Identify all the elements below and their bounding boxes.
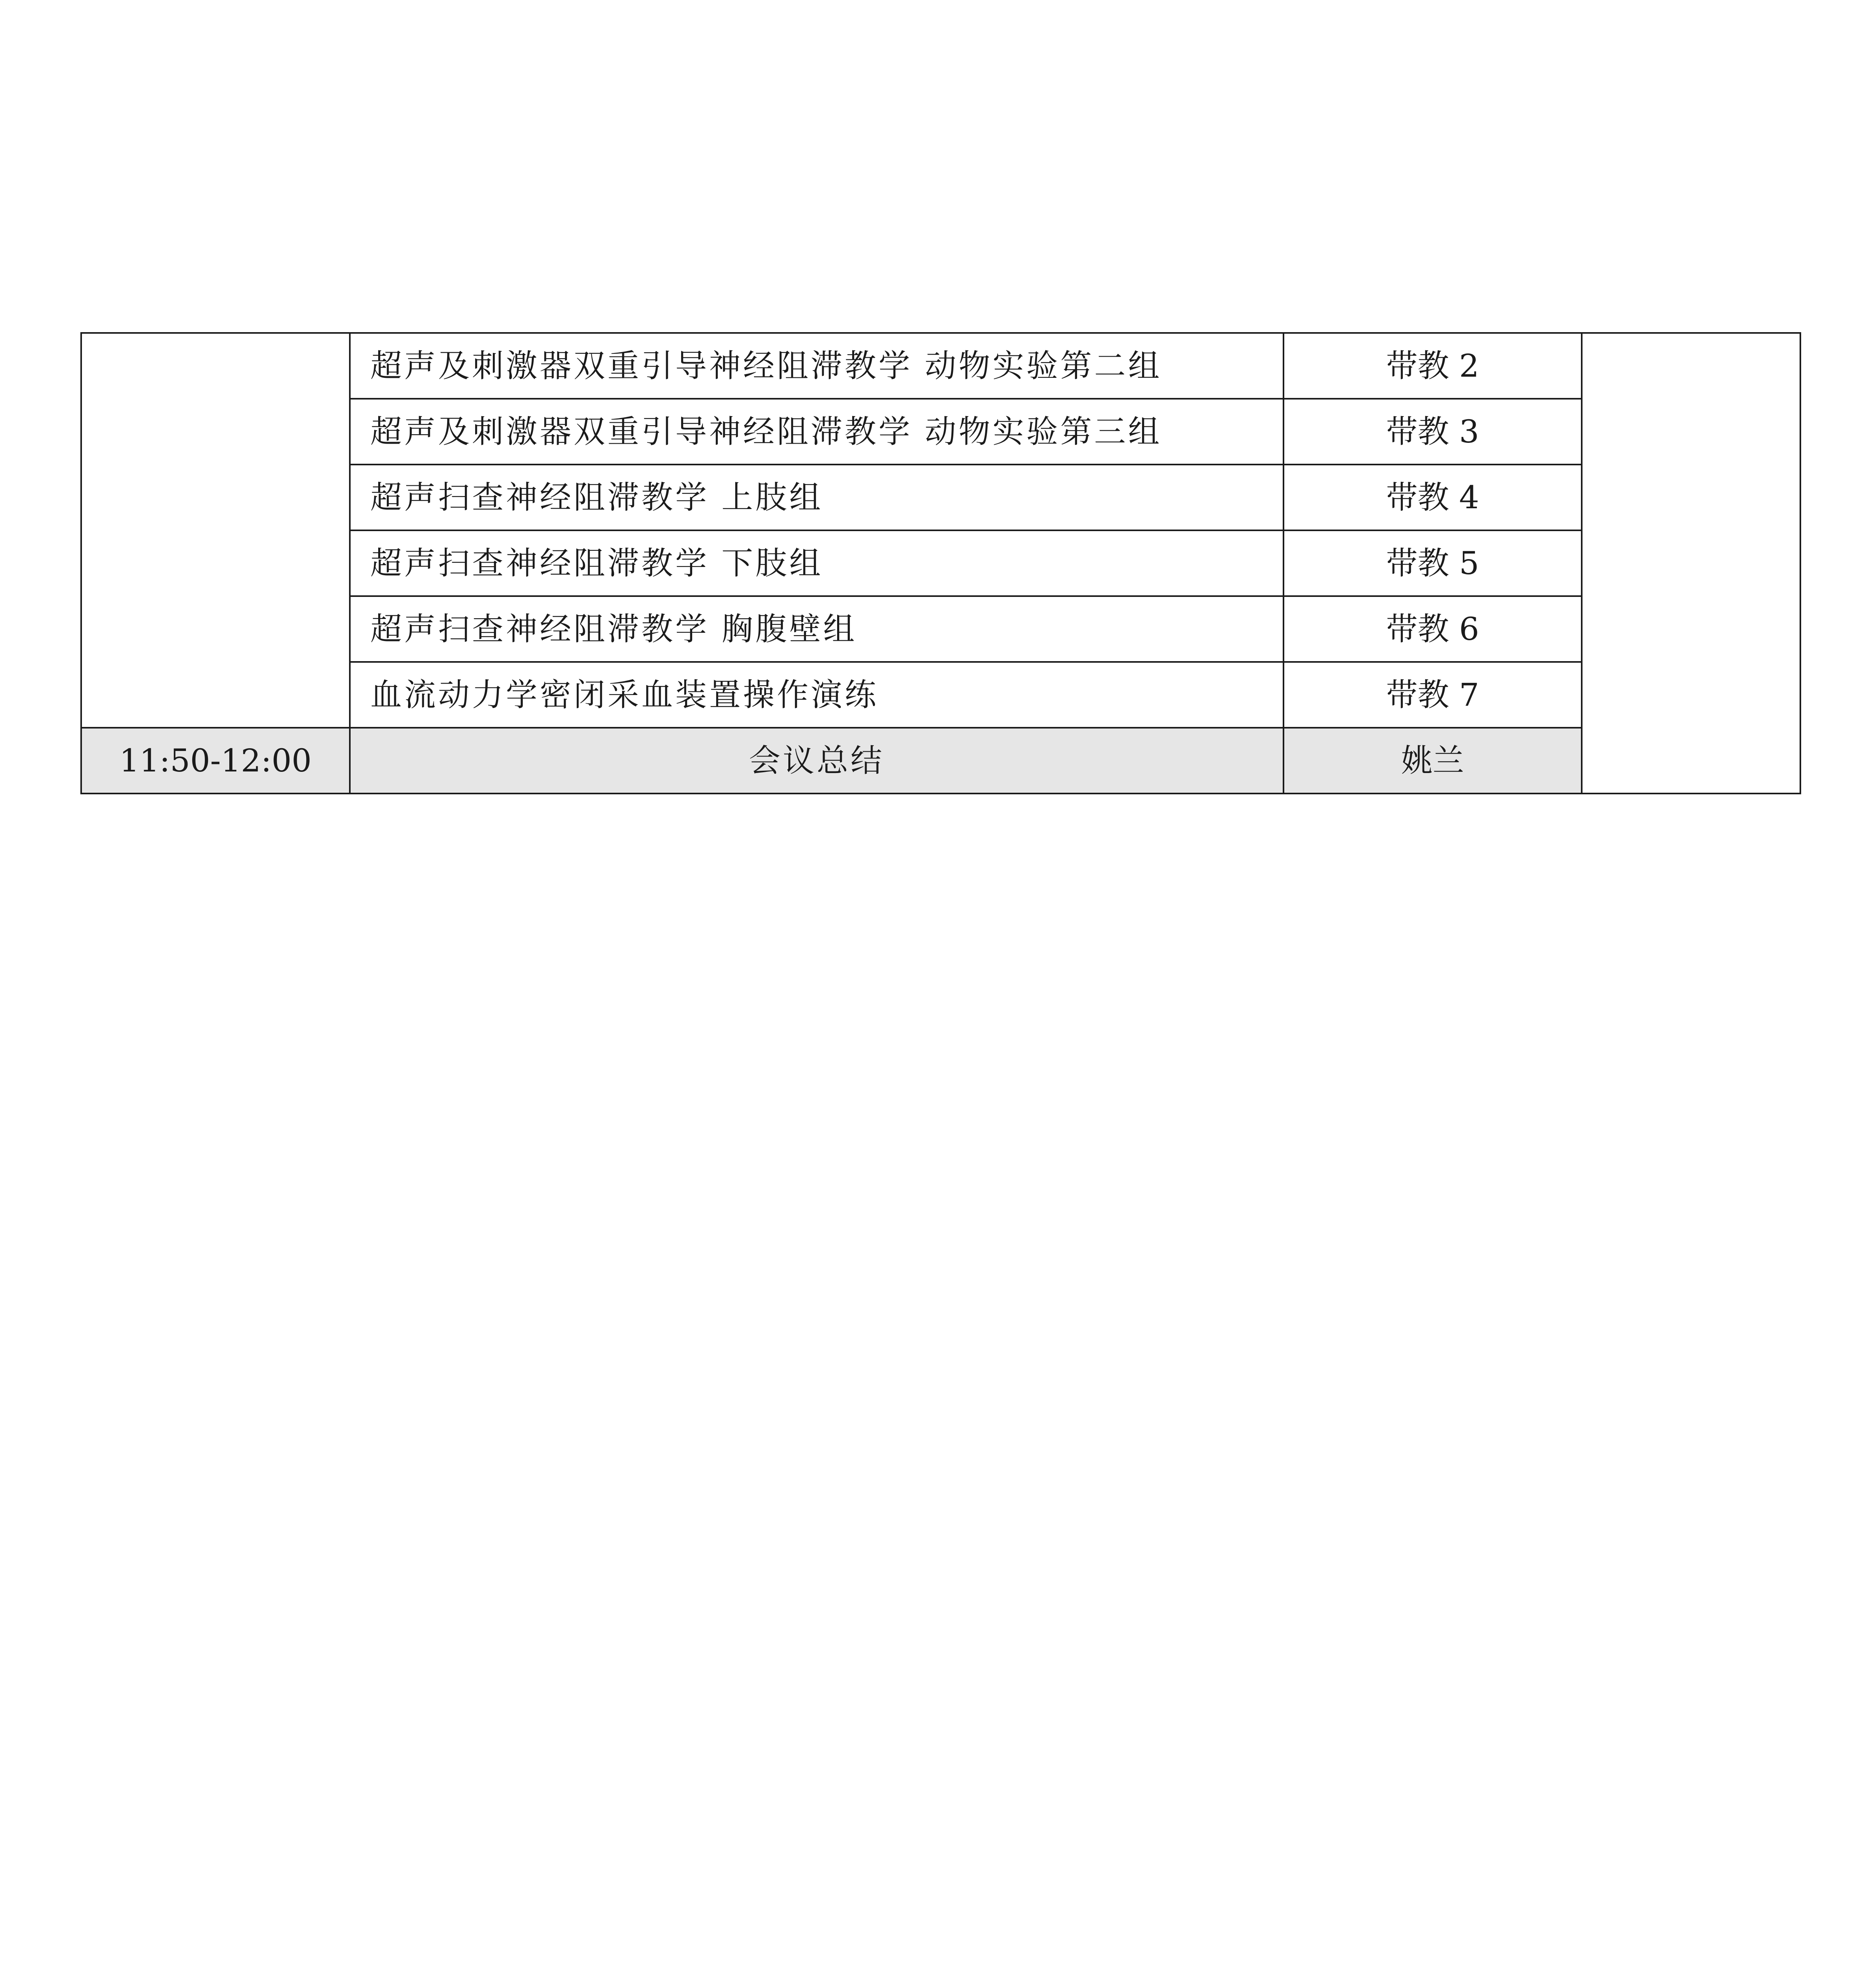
summary-activity-cell: 会议总结 <box>350 728 1283 794</box>
presenter-cell: 带教 5 <box>1283 530 1582 596</box>
presenter-cell: 带教 7 <box>1283 662 1582 728</box>
schedule-table <box>80 332 1801 794</box>
activity-cell: 超声及刺激器双重引导神经阻滞教学 动物实验第二组 <box>350 333 1283 399</box>
activity-cell: 超声及刺激器双重引导神经阻滞教学 动物实验第三组 <box>350 399 1283 465</box>
summary-time-cell: 11:50-12:00 <box>81 728 350 794</box>
time-cell-merged <box>81 333 350 728</box>
presenter-cell: 带教 4 <box>1283 465 1582 530</box>
table-row <box>81 333 1800 399</box>
presenter-cell: 带教 3 <box>1283 399 1582 465</box>
presenter-cell: 带教 6 <box>1283 596 1582 662</box>
activity-cell: 超声扫查神经阻滞教学 下肢组 <box>350 530 1283 596</box>
activity-cell: 超声扫查神经阻滞教学 上肢组 <box>350 465 1283 530</box>
activity-cell: 血流动力学密闭采血装置操作演练 <box>350 662 1283 728</box>
notes-cell-merged <box>1582 333 1800 794</box>
presenter-cell: 带教 2 <box>1283 333 1582 399</box>
summary-row <box>81 728 1800 794</box>
summary-presenter-cell: 姚兰 <box>1283 728 1582 794</box>
activity-cell: 超声扫查神经阻滞教学 胸腹壁组 <box>350 596 1283 662</box>
